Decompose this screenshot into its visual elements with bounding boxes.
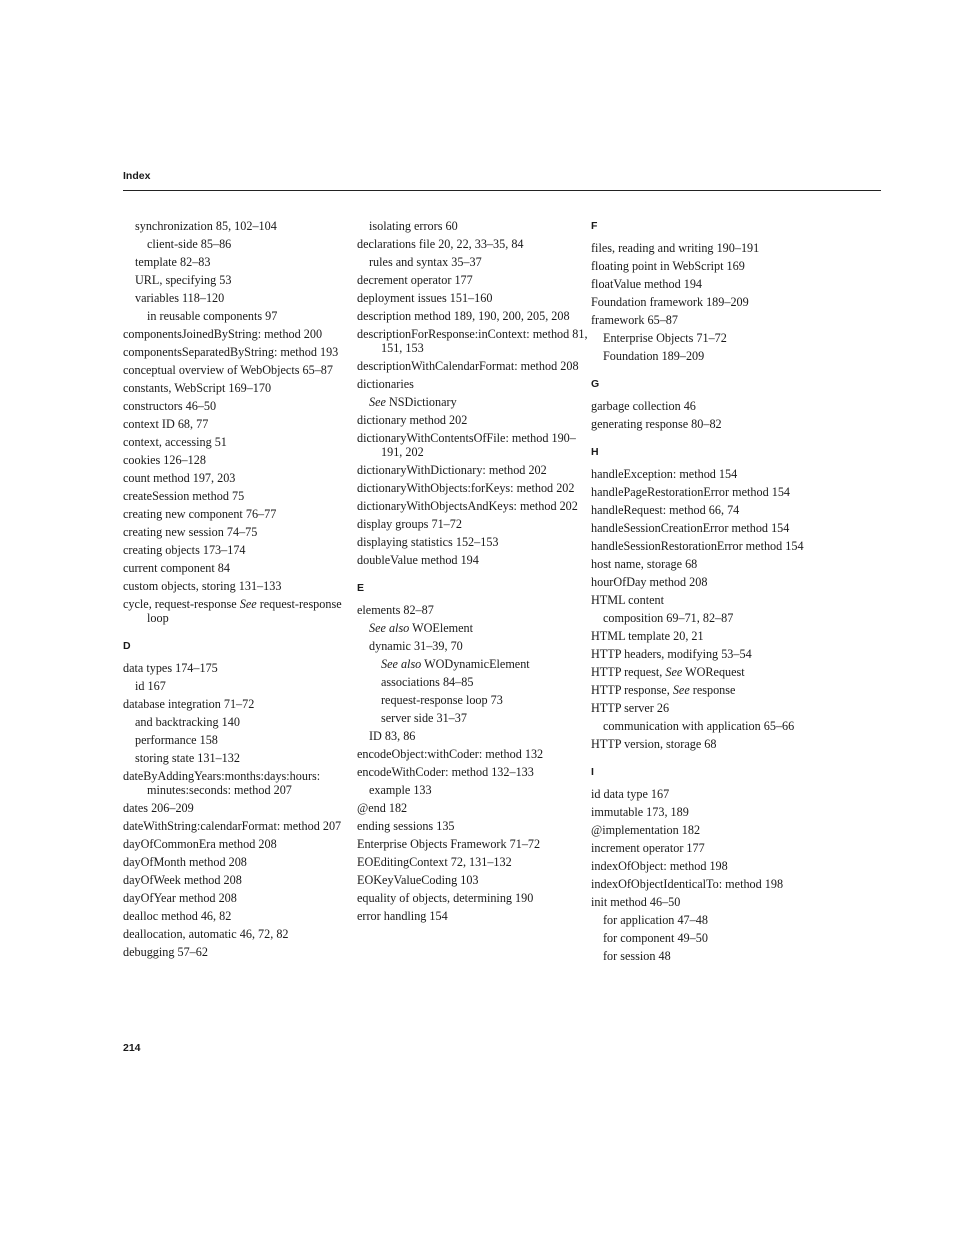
index-subentry: for session 48 [603, 949, 671, 963]
index-subentry: isolating errors 60 [369, 219, 458, 233]
index-entry: floating point in WebScript 169 [591, 259, 745, 273]
entry-text: NSDictionary [385, 395, 457, 409]
entry-text: HTTP request, [591, 665, 666, 679]
index-entry: dictionaryWithObjects:forKeys: method 202 [357, 481, 575, 495]
entry-text: WORequest [682, 665, 745, 679]
index-subentry: communication with application 65–66 [603, 719, 795, 733]
index-subentry: synchronization 85, 102–104 [135, 219, 277, 233]
index-entry: componentsSeparatedByString: method 193 [123, 345, 339, 359]
index-column-2 [357, 219, 589, 927]
see-reference: See [369, 395, 386, 409]
index-entry: host name, storage 68 [591, 557, 698, 571]
index-subentry: dynamic 31–39, 70 [369, 639, 463, 653]
index-subentry: server side 31–37 [381, 711, 467, 725]
index-subentry: associations 84–85 [381, 675, 474, 689]
index-subentry: for component 49–50 [603, 931, 708, 945]
index-entry: dateByAddingYears:months:days:hours: minutes:seconds: method 207 [123, 769, 321, 797]
index-subentry: ID 83, 86 [369, 729, 416, 743]
index-entry: encodeWithCoder: method 132–133 [357, 765, 534, 779]
index-subentry [369, 395, 589, 409]
index-entry: handlePageRestorationError method 154 [591, 485, 791, 499]
index-entry: handleSessionCreationError method 154 [591, 521, 790, 535]
index-entry: error handling 154 [357, 909, 448, 923]
index-entry: createSession method 75 [123, 489, 245, 503]
index-entry: Enterprise Objects Framework 71–72 [357, 837, 541, 851]
index-entry: HTTP headers, modifying 53–54 [591, 647, 752, 661]
index-entry: increment operator 177 [591, 841, 705, 855]
page-number: 214 [123, 1042, 141, 1054]
index-entry: data types 174–175 [123, 661, 218, 675]
index-entry: handleSessionRestorationError method 154 [591, 539, 804, 553]
index-entry: framework 65–87 [591, 313, 678, 327]
see-reference: See also [381, 657, 422, 671]
index-subentry: variables 118–120 [135, 291, 225, 305]
section-letter: I [591, 766, 594, 778]
section-letter: H [591, 446, 599, 458]
index-subentry: and backtracking 140 [135, 715, 240, 729]
index-entry: debugging 57–62 [123, 945, 208, 959]
index-entry: HTML content [591, 593, 664, 607]
index-entry: doubleValue method 194 [357, 553, 479, 567]
entry-text: WOElement [409, 621, 474, 635]
index-subentry: storing state 131–132 [135, 751, 240, 765]
index-entry: @end 182 [357, 801, 408, 815]
index-entry: id data type 167 [591, 787, 670, 801]
index-entry: decrement operator 177 [357, 273, 473, 287]
index-entry: custom objects, storing 131–133 [123, 579, 282, 593]
index-entry: componentsJoinedByString: method 200 [123, 327, 323, 341]
index-entry: indexOfObjectIdenticalTo: method 198 [591, 877, 784, 891]
index-entry: elements 82–87 [357, 603, 434, 617]
index-entry: dictionaryWithObjectsAndKeys: method 202 [357, 499, 578, 513]
entry-text: request-response loop [147, 597, 342, 625]
index-subentry: composition 69–71, 82–87 [603, 611, 734, 625]
index-entry: cookies 126–128 [123, 453, 206, 467]
index-entry: dictionary method 202 [357, 413, 468, 427]
index-entry: Foundation framework 189–209 [591, 295, 749, 309]
index-entry: dayOfMonth method 208 [123, 855, 247, 869]
index-entry: context ID 68, 77 [123, 417, 209, 431]
index-entry: dateWithString:calendarFormat: method 207 [123, 819, 342, 833]
index-entry: dayOfYear method 208 [123, 891, 237, 905]
section-letter: E [357, 582, 365, 594]
index-entry: immutable 173, 189 [591, 805, 689, 819]
index-entry: files, reading and writing 190–191 [591, 241, 760, 255]
index-entry: descriptionForResponse:inContext: method 81, 151, 153 [357, 327, 588, 355]
index-entry: conceptual overview of WebObjects 65–87 [123, 363, 333, 377]
see-reference: See [672, 683, 690, 697]
index-entry: creating new session 74–75 [123, 525, 258, 539]
index-subentry: id 167 [135, 679, 166, 693]
index-entry: HTTP version, storage 68 [591, 737, 717, 751]
index-subentry: for application 47–48 [603, 913, 708, 927]
index-subentry [381, 657, 589, 671]
index-entry: context, accessing 51 [123, 435, 227, 449]
header-rule [123, 190, 881, 191]
index-entry: constructors 46–50 [123, 399, 217, 413]
entry-text: WODynamicElement [421, 657, 530, 671]
index-entry [591, 665, 831, 679]
index-entry: init method 46–50 [591, 895, 681, 909]
index-subentry [369, 621, 589, 635]
index-entry: encodeObject:withCoder: method 132 [357, 747, 544, 761]
index-entry: deallocation, automatic 46, 72, 82 [123, 927, 289, 941]
index-entry: generating response 80–82 [591, 417, 722, 431]
index-subentry: template 82–83 [135, 255, 211, 269]
index-entry: equality of objects, determining 190 [357, 891, 534, 905]
index-subentry: client-side 85–86 [147, 237, 232, 251]
section-letter: D [123, 640, 131, 652]
index-entry [123, 597, 355, 625]
entry-text: response [689, 683, 736, 697]
index-entry: database integration 71–72 [123, 697, 255, 711]
index-entry: deployment issues 151–160 [357, 291, 493, 305]
index-entry: dictionaries [357, 377, 414, 391]
index-entry: display groups 71–72 [357, 517, 462, 531]
index-entry: dayOfWeek method 208 [123, 873, 242, 887]
index-subentry: example 133 [369, 783, 432, 797]
index-entry: ending sessions 135 [357, 819, 455, 833]
see-reference: See [665, 665, 683, 679]
section-letter: G [591, 378, 600, 390]
index-entry: @implementation 182 [591, 823, 701, 837]
index-entry: constants, WebScript 169–170 [123, 381, 272, 395]
index-entry: dealloc method 46, 82 [123, 909, 232, 923]
index-entry: garbage collection 46 [591, 399, 696, 413]
index-entry: hourOfDay method 208 [591, 575, 708, 589]
running-head: Index [123, 170, 151, 182]
index-entry: creating new component 76–77 [123, 507, 277, 521]
index-subentry: request-response loop 73 [381, 693, 503, 707]
index-entry: dictionaryWithDictionary: method 202 [357, 463, 547, 477]
index-entry: displaying statistics 152–153 [357, 535, 499, 549]
index-subentry: Foundation 189–209 [603, 349, 705, 363]
index-column-3 [591, 219, 831, 967]
index-entry: description method 189, 190, 200, 205, 208 [357, 309, 570, 323]
see-reference: See also [369, 621, 410, 635]
index-subentry: Enterprise Objects 71–72 [603, 331, 727, 345]
index-entry: descriptionWithCalendarFormat: method 208 [357, 359, 579, 373]
index-entry: creating objects 173–174 [123, 543, 246, 557]
index-subentry: rules and syntax 35–37 [369, 255, 482, 269]
index-entry: EOKeyValueCoding 103 [357, 873, 479, 887]
index-entry: dictionaryWithContentsOfFile: method 190–191, 202 [357, 431, 576, 459]
see-reference: See [239, 597, 257, 611]
index-entry [591, 683, 831, 697]
index-subentry: performance 158 [135, 733, 218, 747]
index-entry: HTML template 20, 21 [591, 629, 704, 643]
index-entry: current component 84 [123, 561, 230, 575]
index-entry: indexOfObject: method 198 [591, 859, 728, 873]
index-subentry: in reusable components 97 [147, 309, 278, 323]
index-entry: floatValue method 194 [591, 277, 703, 291]
index-entry: HTTP server 26 [591, 701, 670, 715]
index-column-1 [123, 219, 355, 963]
index-subentry: URL, specifying 53 [135, 273, 232, 287]
index-entry: EOEditingContext 72, 131–132 [357, 855, 512, 869]
index-entry: handleException: method 154 [591, 467, 738, 481]
section-letter: F [591, 220, 598, 232]
index-entry: handleRequest: method 66, 74 [591, 503, 740, 517]
index-entry: declarations file 20, 22, 33–35, 84 [357, 237, 524, 251]
entry-text: cycle, request-response [123, 597, 240, 611]
entry-text: HTTP response, [591, 683, 673, 697]
index-entry: dayOfCommonEra method 208 [123, 837, 277, 851]
index-entry: dates 206–209 [123, 801, 194, 815]
index-entry: count method 197, 203 [123, 471, 236, 485]
